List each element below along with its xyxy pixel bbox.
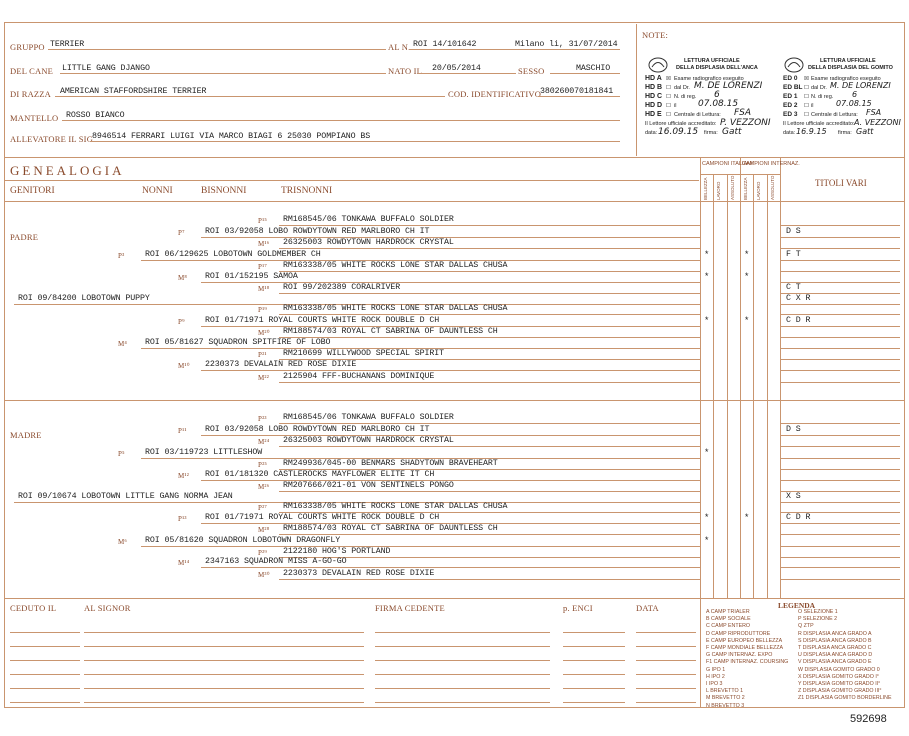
nato-label: NATO IL	[388, 66, 423, 76]
legenda-item: E CAMP EUROPEO BELLEZZA	[706, 637, 783, 644]
hip-row-e: HD E	[645, 111, 662, 118]
elbow-row-2: ED 2	[783, 102, 798, 109]
legenda-item: Y DISPLASIA GOMITO GRADO II°	[798, 681, 881, 687]
ancestor-position: P⁹	[178, 318, 185, 326]
legenda-item: X DISPLASIA GOMITO GRADO I°	[798, 673, 879, 680]
legenda-item: H IPO 2	[706, 673, 725, 680]
elbow-check-2: ☐	[804, 103, 809, 109]
hip-hw-il: 07.08.15	[698, 99, 739, 109]
elbow-check-bl: ☐	[804, 85, 809, 91]
ancestor-name: 26325003 ROWDYTOWN HARDROCK CRYSTAL	[283, 238, 454, 247]
col-trisnonni: TRISNONNI	[281, 186, 333, 196]
ancestor-name: 2230373 DEVALAIN RED ROSE DIXIE	[205, 360, 357, 369]
ancestor-position: M¹⁰	[178, 362, 190, 370]
legenda-item: M BREVETTO 2	[706, 695, 745, 702]
legenda-item: F1 CAMP INTERNAZ. COURSING	[706, 659, 789, 666]
elbow-hw-centrale: FSA	[866, 108, 882, 117]
ceduto-label: CEDUTO IL	[10, 603, 57, 613]
date-place: Milano li, 31/07/2014	[515, 40, 618, 49]
razza-value: AMERICAN STAFFORDSHIRE TERRIER	[60, 87, 207, 96]
elbow-row-1: ED 1	[783, 93, 798, 100]
ancestor-position: M⁴	[118, 340, 128, 348]
hip-stamp	[642, 56, 772, 152]
ancestor-name: RM168545/06 TONKAWA BUFFALO SOLDIER	[283, 413, 454, 422]
ancestor-position: M²²	[258, 374, 270, 382]
legenda-item: D CAMP RIPRODUTTORE	[706, 630, 771, 637]
elbow-footer1: Il Lettore ufficiale accreditato:	[783, 121, 855, 127]
ancestor-name: 2230373 DEVALAIN RED ROSE DIXIE	[283, 569, 435, 578]
penci-label: p. ENCI	[563, 603, 593, 613]
hip-row-b: HD B	[645, 84, 663, 91]
ancestor-position: P¹³	[178, 515, 187, 523]
elbow-text-1: dal Dr.	[811, 85, 827, 91]
hip-check-e: ☐	[666, 112, 671, 118]
ancestor-position: P¹⁷	[258, 263, 268, 271]
ancestor-position: M⁸	[178, 274, 188, 282]
champion-star-intl: *	[744, 513, 750, 523]
ancestor-position: P²⁵	[258, 461, 268, 469]
hip-row-a: HD A	[645, 75, 662, 82]
elbow-hw-firma: Gatt	[856, 127, 874, 136]
sesso-label: SESSO	[518, 66, 545, 76]
champion-star-intl: *	[744, 316, 750, 326]
elbow-check-1: ☐	[804, 94, 809, 100]
elbow-hw-lettore: A. VEZZONI	[854, 118, 901, 127]
mantello-value: ROSSO BIANCO	[66, 111, 125, 120]
legenda-item: P SELEZIONE 2	[798, 616, 838, 623]
aln-label: AL N.	[388, 42, 411, 52]
ancestor-name: 2122180 HOG'S PORTLAND	[283, 547, 391, 556]
elbow-row-3: ED 3	[783, 111, 798, 118]
ancestor-name: ROI 09/84200 LOBOTOWN PUPPY	[18, 294, 150, 303]
champion-star-italian: *	[704, 272, 710, 282]
hip-footer3: firma:	[704, 130, 718, 136]
serial-number: 592698	[850, 713, 887, 725]
champion-star-italian: *	[704, 448, 710, 458]
enci-logo-icon	[648, 56, 668, 74]
ancestor-name: ROI 01/71971 ROYAL COURTS WHITE ROCK DOUBLE D CH	[205, 316, 440, 325]
ancestor-position: M⁶	[118, 538, 128, 546]
titoli-vari-label: TITOLI VARI	[815, 178, 867, 188]
sesso-value: MASCHIO	[576, 64, 611, 73]
legenda-item: C CAMP ENTERO	[706, 623, 751, 630]
ancestor-position: M²⁰	[258, 329, 270, 337]
ancestor-name: ROI 03/119723 LITTLESHOW	[145, 448, 263, 457]
elbow-title1: LETTURA UFFICIALE	[820, 58, 876, 64]
ancestor-position: P²¹	[258, 351, 267, 359]
firma-cedente-label: FIRMA CEDENTE	[375, 603, 445, 613]
champion-star-italian: *	[704, 250, 710, 260]
elbow-text-2: N. di reg.	[811, 94, 834, 100]
ancestor-name: 26325003 ROWDYTOWN HARDROCK CRYSTAL	[283, 436, 454, 445]
elbow-footer2: data:	[783, 130, 796, 136]
hip-footer2: data:	[645, 130, 658, 136]
legenda-item: B CAMP SOCIALE	[706, 616, 751, 623]
data-label: DATA	[636, 603, 659, 613]
champion-star-italian: *	[704, 513, 710, 523]
hip-check-c: ☐	[666, 94, 671, 100]
ancestor-name: RM163338/05 WHITE ROCKS LONE STAR DALLAS CHUSA	[283, 304, 508, 313]
padre-label: PADRE	[10, 232, 39, 242]
ancestor-position: M¹⁸	[258, 285, 270, 293]
ancestor-position: P⁷	[178, 229, 185, 237]
ancestor-name: ROI 05/81620 SQUADRON LOBOTOWN DRAGONFLY	[145, 536, 341, 545]
col-genitori: GENITORI	[10, 186, 55, 196]
ancestor-name: RM207666/021-01 VON SENTINELS PONGO	[283, 481, 454, 490]
madre-label: MADRE	[10, 430, 42, 440]
champion-star-italian: *	[704, 536, 710, 546]
legenda-item: Q ZTP	[798, 623, 814, 630]
codice-value: 380260070181841	[540, 87, 614, 96]
col-nonni: NONNI	[142, 186, 173, 196]
legenda-item: V DISPLASIA ANCA GRADO E	[798, 659, 872, 666]
subcol-label-0: BELLEZZA	[703, 177, 708, 200]
ancestor-position: P¹⁵	[258, 217, 268, 225]
ancestor-name: RM188574/03 ROYAL CT SABRINA OF DAUNTLESS CH	[283, 327, 498, 336]
ancestor-name: RM163338/05 WHITE ROCKS LONE STAR DALLAS CHUSA	[283, 261, 508, 270]
legenda-item: U DISPLASIA ANCA GRADO D	[798, 652, 873, 659]
ancestor-position: P³	[118, 252, 125, 260]
ancestor-name: ROI 01/71971 ROYAL COURTS WHITE ROCK DOUBLE D CH	[205, 513, 440, 522]
elbow-title2: DELLA DISPLASIA DEL GOMITO	[808, 65, 893, 71]
hip-hw-reg: 6	[714, 90, 720, 100]
elbow-text-4: Centrale di Lettura:	[811, 112, 858, 118]
legenda-item: N BREVETTO 3	[706, 702, 745, 709]
elbow-row-bl: ED BL	[783, 84, 803, 91]
ancestor-name: RM188574/03 ROYAL CT SABRINA OF DAUNTLESS CH	[283, 524, 498, 533]
ancestor-name: ROI 99/202389 CORALRIVER	[283, 283, 401, 292]
ancestor-position: M²⁸	[258, 526, 270, 534]
legenda-item: R DISPLASIA ANCA GRADO A	[798, 630, 872, 637]
titoli-value: X S	[786, 492, 801, 501]
elbow-stamp	[780, 56, 902, 152]
titoli-value: D S	[786, 227, 801, 236]
nato-value: 20/05/2014	[432, 64, 481, 73]
hip-check-d: ☐	[666, 103, 671, 109]
hip-row-c: HD C	[645, 93, 663, 100]
hip-check-a: ☒	[666, 76, 671, 82]
champion-star-italian: *	[704, 316, 710, 326]
ancestor-position: M¹²	[178, 472, 190, 480]
hip-text-2: N. di reg.	[674, 94, 697, 100]
ancestor-name: RM168545/06 TONKAWA BUFFALO SOLDIER	[283, 215, 454, 224]
cane-label: DEL CANE	[10, 66, 54, 76]
legenda-item: O SELEZIONE 1	[798, 609, 838, 615]
titoli-value: C D R	[786, 316, 811, 325]
ancestor-position: P²³	[258, 415, 267, 423]
elbow-text-0: Esame radiografico eseguito	[811, 76, 881, 82]
hip-hw-data: 16.09.15	[658, 127, 699, 137]
ancestor-position: P⁵	[118, 450, 125, 458]
ancestor-position: M¹⁶	[258, 240, 270, 248]
legenda-item: I IPO 3	[706, 681, 723, 687]
col-bisnonni: BISNONNI	[201, 186, 247, 196]
subcol-label-3: BELLEZZA	[743, 177, 748, 200]
legenda-item: T DISPLASIA ANCA GRADO C	[798, 645, 872, 651]
champion-star-intl: *	[744, 250, 750, 260]
ancestor-position: P²⁷	[258, 504, 268, 512]
allevatore-label: ALLEVATORE IL SIG.	[10, 134, 96, 144]
legenda-item: Z DISPLASIA GOMITO GRADO III°	[798, 688, 882, 695]
genealogia-title: GENEALOGIA	[10, 163, 125, 178]
note-label: NOTE:	[642, 30, 669, 40]
elbow-hw-dr: M. DE LORENZI	[830, 81, 891, 90]
campioni-italiani-label: CAMPIONI ITALIANI	[702, 161, 753, 167]
legenda-title: LEGENDA	[778, 601, 816, 610]
ancestor-name: ROI 03/92058 LOBO ROWDYTOWN RED MARLBORO CH IT	[205, 425, 430, 434]
allevatore-value: 8946514 FERRARI LUIGI VIA MARCO BIAGI 6 25030 POMPIANO BS	[92, 132, 371, 141]
titoli-value: C T	[786, 283, 801, 292]
elbow-hw-reg: 6	[852, 90, 858, 99]
hip-hw-lettore: P. VEZZONI	[720, 118, 771, 128]
ancestor-name: ROI 03/92058 LOBO ROWDYTOWN RED MARLBORO CH IT	[205, 227, 430, 236]
ancestor-name: ROI 09/10674 LOBOTOWN LITTLE GANG NORMA JEAN	[18, 492, 233, 501]
ancestor-position: P¹⁹	[258, 306, 268, 314]
elbow-text-3: il	[811, 103, 814, 109]
legenda-item: W DISPLASIA GOMITO GRADO 0	[798, 666, 880, 673]
subcol-label-2: ASSOLUTO	[730, 175, 735, 200]
aln-value: ROI 14/101642	[413, 40, 477, 49]
titoli-value: C D R	[786, 513, 811, 522]
elbow-check-0: ☒	[804, 76, 809, 82]
hip-row-d: HD D	[645, 102, 663, 109]
hip-text-0: Esame radiografico eseguito	[674, 76, 744, 82]
elbow-footer3: firma:	[838, 130, 852, 136]
ancestor-position: M²⁶	[258, 483, 270, 491]
gruppo-value: TERRIER	[50, 40, 85, 49]
hip-text-1: dal Dr.	[674, 85, 690, 91]
codice-label: COD. IDENTIFICATIVO	[448, 89, 542, 99]
cane-value: LITTLE GANG DJANGO	[62, 64, 150, 73]
hip-text-3: il	[674, 103, 677, 109]
legenda-item: F CAMP MONDIALE BELLEZZA	[706, 645, 784, 651]
champion-star-intl: *	[744, 272, 750, 282]
hip-hw-dr: M. DE LORENZI	[694, 81, 763, 91]
ancestor-name: 2125904 FFF-BUCHANANS DOMINIQUE	[283, 372, 435, 381]
elbow-row-0: ED 0	[783, 75, 798, 82]
ancestor-position: P²⁹	[258, 549, 268, 557]
ancestor-position: M³⁰	[258, 571, 270, 579]
ancestor-name: RM249936/045-00 BENMARS SHADYTOWN BRAVEHEART	[283, 459, 498, 468]
titoli-value: D S	[786, 425, 801, 434]
hip-title1: LETTURA UFFICIALE	[684, 58, 740, 64]
ancestor-name: ROI 05/81627 SQUADRON SPITFIRE OF LOBO	[145, 338, 331, 347]
hip-hw-centrale: FSA	[734, 108, 752, 118]
subcol-label-1: LAVORO	[716, 181, 721, 200]
elbow-hw-il: 07.08.15	[836, 99, 872, 108]
hip-title2: DELLA DISPLASIA DELL'ANCA	[676, 65, 758, 71]
hip-check-b: ☐	[666, 85, 671, 91]
legenda-item: L BREVETTO 1	[706, 688, 744, 695]
al-signor-label: AL SIGNOR	[84, 603, 131, 613]
subcol-label-4: LAVORO	[756, 181, 761, 200]
ancestor-name: RM210699 WILLYWOOD SPECIAL SPIRIT	[283, 349, 445, 358]
ancestor-position: M¹⁴	[178, 559, 190, 567]
razza-label: DI RAZZA	[10, 89, 52, 99]
ancestor-name: ROI 01/181320 CASTLEROCKS MAYFLOWER ELITE IT CH	[205, 470, 435, 479]
ancestor-name: RM163338/05 WHITE ROCKS LONE STAR DALLAS CHUSA	[283, 502, 508, 511]
ancestor-position: M²⁴	[258, 438, 270, 446]
titoli-value: C X R	[786, 294, 811, 303]
enci-logo-icon	[784, 56, 804, 74]
hip-hw-firma: Gatt	[722, 127, 742, 137]
hip-footer1: Il Lettore ufficiale accreditato:	[645, 121, 717, 127]
titoli-value: F T	[786, 250, 801, 259]
hip-text-4: Centrale di Lettura:	[674, 112, 721, 118]
elbow-hw-data: 16.9.15	[796, 127, 827, 136]
campioni-internaz-label: CAMPIONI INTERNAZ.	[742, 161, 800, 167]
legenda-item: G CAMP INTERNAZ. EXPO	[706, 652, 773, 659]
ancestor-position: P¹¹	[178, 427, 187, 435]
ancestor-name: ROI 01/152195 SAMOA	[205, 272, 298, 281]
elbow-check-3: ☐	[804, 112, 809, 118]
gruppo-label: GRUPPO	[10, 42, 45, 52]
ancestor-name: ROI 06/129625 LOBOTOWN GOLDMEMBER CH	[145, 250, 321, 259]
legenda-item: A CAMP TRIALER	[706, 609, 750, 615]
legenda-item: Z1 DISPLASIA GOMITO BORDERLINE	[798, 695, 892, 702]
mantello-label: MANTELLO	[10, 113, 59, 123]
legenda-item: G IPO 1	[706, 666, 726, 673]
subcol-label-5: ASSOLUTO	[770, 175, 775, 200]
ancestor-name: 2347163 SQUADRON MISS A-GO-GO	[205, 557, 347, 566]
legenda-item: S DISPLASIA ANCA GRADO B	[798, 637, 872, 644]
